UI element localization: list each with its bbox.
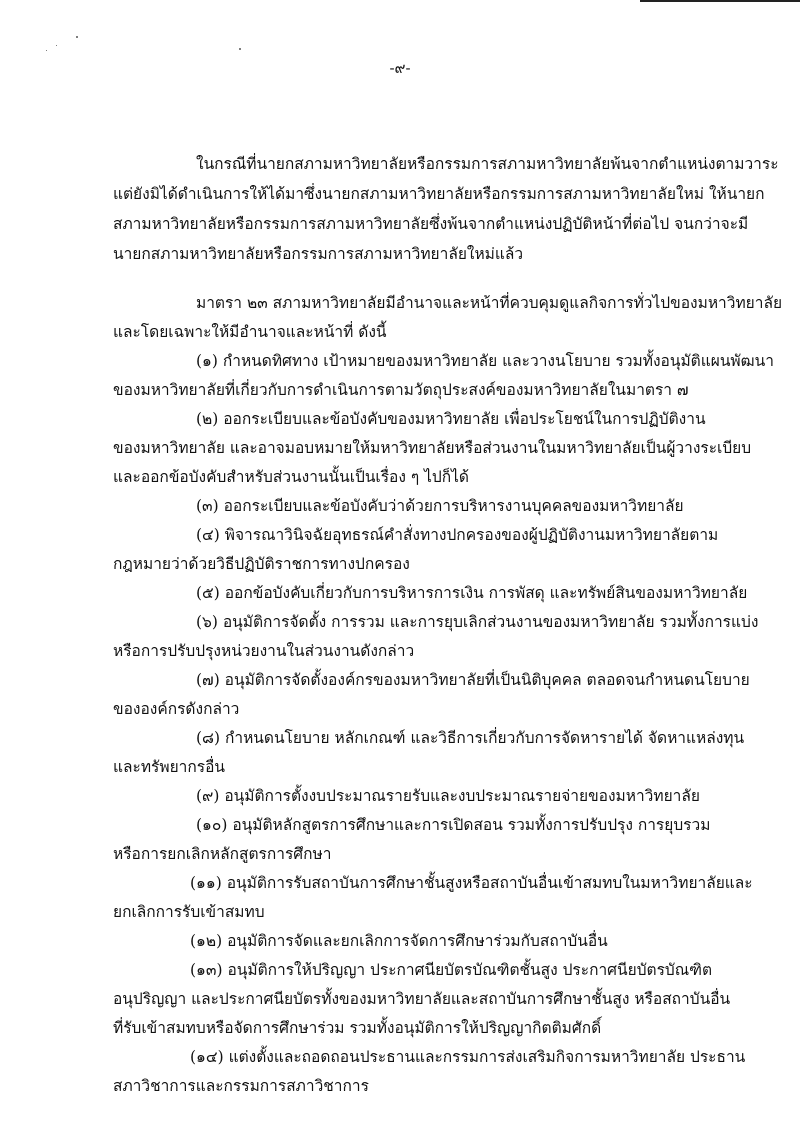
item-line: (๑๓) อนุมัติการให้ปริญญา ประกาศนียบัตรบัณฑิตชั้นสูง ประกาศนียบัตรบัณฑิต: [190, 961, 713, 979]
item-line: อนุปริญญา และประกาศนียบัตรทั้งของมหาวิทยาลัยและสถาบันการศึกษาชั้นสูง หรือสถาบันอื่น: [113, 990, 731, 1008]
top-edge-rule: [640, 0, 800, 2]
item-line: (๑๒) อนุมัติการจัดและยกเลิกการจัดการศึกษาร่วมกับสถาบันอื่น: [190, 932, 608, 950]
item-line: (๑๐) อนุมัติหลักสูตรการศึกษาและการเปิดสอน รวมทั้งการปรับปรุง การยุบรวม: [196, 816, 711, 834]
item-line: และทรัพยากรอื่น: [113, 758, 225, 776]
item-line: (๑๑) อนุมัติการรับสถาบันการศึกษาชั้นสูงหรือสถาบันอื่นเข้าสมทบในมหาวิทยาลัยและ: [190, 874, 753, 892]
item-line: (๔) พิจารณาวินิจฉัยอุทธรณ์คำสั่งทางปกครองของผู้ปฏิบัติงานมหาวิทยาลัยตาม: [196, 526, 719, 544]
item-line: ขององค์กรดังกล่าว: [113, 700, 240, 718]
scan-speck: [76, 36, 78, 38]
paragraph-line: นายกสภามหาวิทยาลัยหรือกรรมการสภามหาวิทยาลัยใหม่แล้ว: [113, 245, 524, 263]
item-line: หรือการยกเลิกหลักสูตรการศึกษา: [113, 845, 332, 863]
item-line: (๖) อนุมัติการจัดตั้ง การรวม และการยุบเลิกส่วนงานของมหาวิทยาลัย รวมทั้งการแบ่ง: [196, 613, 759, 631]
item-line: สภาวิชาการและกรรมการสภาวิชาการ: [113, 1077, 369, 1095]
item-line: หรือการปรับปรุงหน่วยงานในส่วนงานดังกล่าว: [113, 642, 415, 660]
item-line: (๙) อนุมัติการตั้งงบประมาณรายรับและงบประมาณรายจ่ายของมหาวิทยาลัย: [196, 787, 700, 805]
item-line: (๑๔) แต่งตั้งและถอดถอนประธานและกรรมการส่งเสริมกิจการมหาวิทยาลัย ประธาน: [190, 1048, 746, 1066]
section-line: มาตรา ๒๓ สภามหาวิทยาลัยมีอำนาจและหน้าที่ควบคุมดูแลกิจการทั่วไปของมหาวิทยาลัย: [196, 294, 783, 312]
item-line: (๗) อนุมัติการจัดตั้งองค์กรของมหาวิทยาลัยที่เป็นนิติบุคคล ตลอดจนกำหนดนโยบาย: [196, 671, 750, 689]
paragraph-line: สภามหาวิทยาลัยหรือกรรมการสภามหาวิทยาลัยซึ่งพ้นจากตำแหน่งปฏิบัติหน้าที่ต่อไป จนกว่าจะมี: [113, 215, 749, 233]
page-number: -๙-: [389, 59, 411, 77]
scan-speck: [239, 48, 241, 50]
scan-speck: [46, 50, 47, 51]
item-line: ของมหาวิทยาลัยที่เกี่ยวกับการดำเนินการตามวัตถุประสงค์ของมหาวิทยาลัยในมาตรา ๗: [113, 381, 689, 399]
item-line: กฎหมายว่าด้วยวิธีปฏิบัติราชการทางปกครอง: [113, 555, 410, 573]
item-line: (๓) ออกระเบียบและข้อบังคับว่าด้วยการบริหารงานบุคคลของมหาวิทยาลัย: [196, 497, 684, 515]
item-line: ที่รับเข้าสมทบหรือจัดการศึกษาร่วม รวมทั้งอนุมัติการให้ปริญญากิตติมศักดิ์: [113, 1019, 602, 1037]
paragraph-line: แต่ยังมิได้ดำเนินการให้ได้มาซึ่งนายกสภามหาวิทยาลัยหรือกรรมการสภามหาวิทยาลัยใหม่ ให้นายก: [113, 185, 765, 203]
item-line: (๒) ออกระเบียบและข้อบังคับของมหาวิทยาลัย เพื่อประโยชน์ในการปฏิบัติงาน: [196, 410, 706, 428]
section-line: และโดยเฉพาะให้มีอำนาจและหน้าที่ ดังนี้: [113, 323, 387, 341]
item-line: และออกข้อบังคับสำหรับส่วนงานนั้นเป็นเรื่อง ๆ ไปก็ได้: [113, 468, 469, 486]
scan-speck: [56, 45, 57, 46]
item-line: ของมหาวิทยาลัย และอาจมอบหมายให้มหาวิทยาลัยหรือส่วนงานในมหาวิทยาลัยเป็นผู้วางระเบียบ: [113, 439, 752, 457]
item-line: (๕) ออกข้อบังคับเกี่ยวกับการบริหารการเงิน การพัสดุ และทรัพย์สินของมหาวิทยาลัย: [196, 584, 748, 602]
paragraph-line: ในกรณีที่นายกสภามหาวิทยาลัยหรือกรรมการสภามหาวิทยาลัยพ้นจากตำแหน่งตามวาระ: [196, 155, 779, 173]
item-line: ยกเลิกการรับเข้าสมทบ: [113, 903, 265, 921]
item-line: (๑) กำหนดทิศทาง เป้าหมายของมหาวิทยาลัย และวางนโยบาย รวมทั้งอนุมัติแผนพัฒนา: [196, 352, 774, 370]
item-line: (๘) กำหนดนโยบาย หลักเกณฑ์ และวิธีการเกี่ยวกับการจัดหารายได้ จัดหาแหล่งทุน: [196, 729, 745, 747]
